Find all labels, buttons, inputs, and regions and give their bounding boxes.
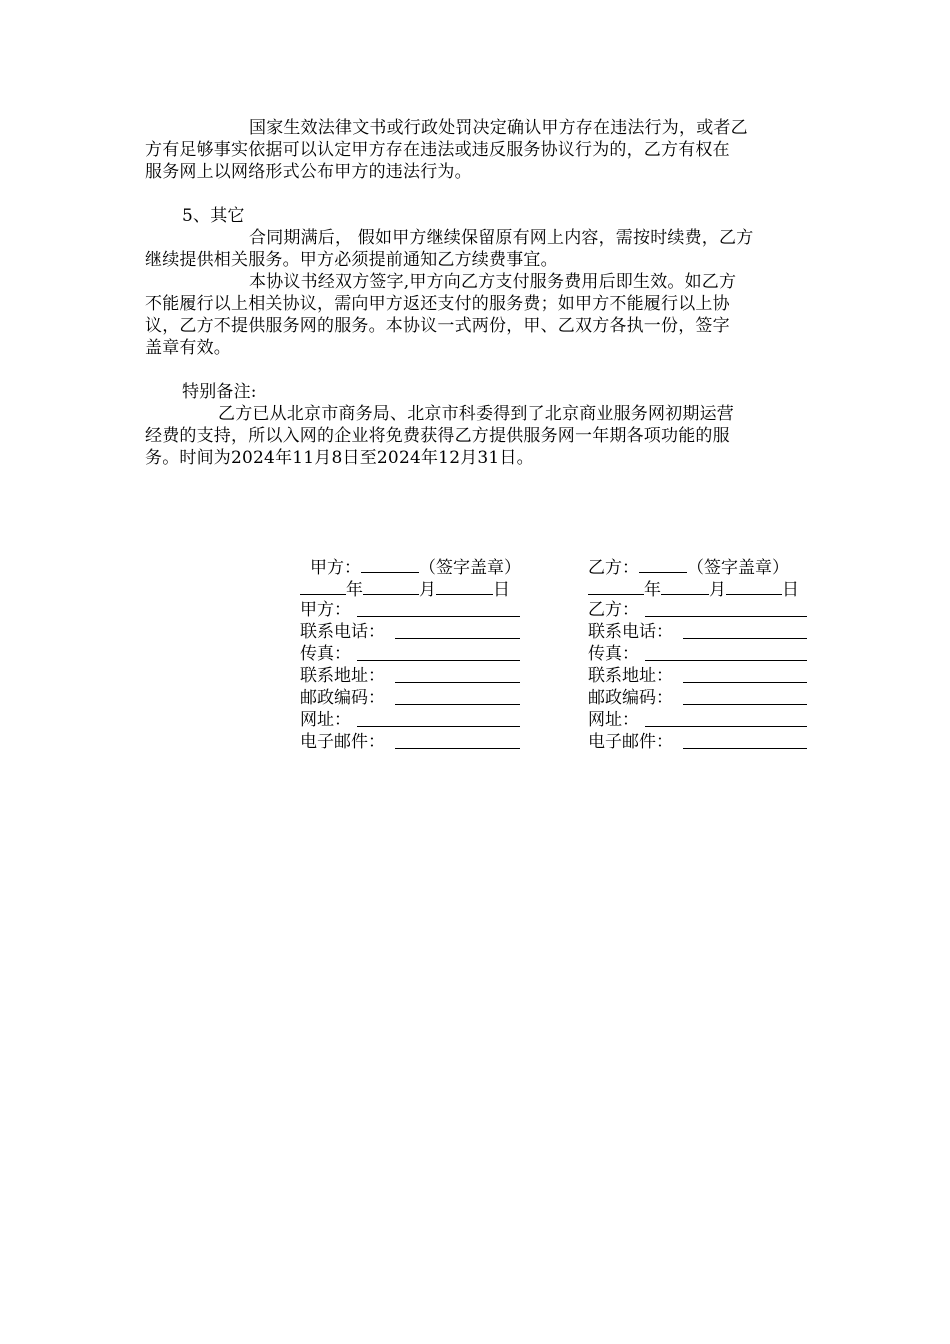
field-label: 网址： xyxy=(300,710,351,730)
party-a-date-line xyxy=(300,577,510,599)
field-blank[interactable] xyxy=(395,687,520,705)
party-a-postcode-field xyxy=(300,687,520,709)
party-a-sign-label: 甲方： xyxy=(310,558,361,578)
party-b-month-blank[interactable] xyxy=(661,577,709,595)
party-b-email-field xyxy=(588,731,807,753)
party-b-sign-blank[interactable] xyxy=(639,555,687,573)
party-b-name-field xyxy=(588,599,807,621)
field-label: 联系电话： xyxy=(300,622,385,642)
party-a-phone-field xyxy=(300,621,520,643)
party-b-website-field xyxy=(588,709,807,731)
party-b-sign-label: 乙方： xyxy=(588,558,639,578)
party-b-address-field xyxy=(588,665,807,687)
paragraph-line: 议，乙方不提供服务网的服务。本协议一式两份，甲、乙双方各执一份，签字 xyxy=(145,316,730,336)
paragraph-line: 乙方已从北京市商务局、北京市科委得到了北京商业服务网初期运营 xyxy=(218,404,734,424)
field-blank[interactable] xyxy=(645,643,807,661)
field-label: 传真： xyxy=(300,644,351,664)
field-blank[interactable] xyxy=(645,599,807,617)
field-blank[interactable] xyxy=(683,621,807,639)
paragraph-line: 继续提供相关服务。甲方必须提前通知乙方续费事宜。 xyxy=(145,250,558,270)
field-label: 邮政编码： xyxy=(300,688,385,708)
party-a-name-field xyxy=(300,599,520,621)
section-heading: 5、其它 xyxy=(182,206,245,226)
party-b-year-blank[interactable] xyxy=(588,577,644,595)
party-a-fax-field xyxy=(300,643,520,665)
party-a-month-label: 月 xyxy=(419,580,436,600)
paragraph-line: 合同期满后， 假如甲方继续保留原有网上内容，需按时续费，乙方 xyxy=(249,228,754,248)
section-heading: 特别备注: xyxy=(182,382,257,402)
field-blank[interactable] xyxy=(357,709,520,727)
field-blank[interactable] xyxy=(395,621,520,639)
field-blank[interactable] xyxy=(645,709,807,727)
party-b-month-label: 月 xyxy=(709,580,726,600)
party-a-website-field xyxy=(300,709,520,731)
party-b-date-line xyxy=(588,577,799,599)
party-a-day-label: 日 xyxy=(493,580,510,600)
field-blank[interactable] xyxy=(683,687,807,705)
field-blank[interactable] xyxy=(395,731,520,749)
field-label: 联系地址： xyxy=(300,666,385,686)
paragraph-line: 国家生效法律文书或行政处罚决定确认甲方存在违法行为，或者乙 xyxy=(249,118,748,138)
paragraph-line: 方有足够事实依据可以认定甲方存在违法或违反服务协议行为的，乙方有权在 xyxy=(145,140,730,160)
party-b-sign-note: （签字盖章） xyxy=(687,558,789,578)
field-label: 传真： xyxy=(588,644,639,664)
field-label: 电子邮件： xyxy=(300,732,385,752)
field-label: 邮政编码： xyxy=(588,688,673,708)
party-b-year-label: 年 xyxy=(644,580,661,600)
field-label: 联系电话： xyxy=(588,622,673,642)
party-b-day-label: 日 xyxy=(782,580,799,600)
party-a-year-label: 年 xyxy=(346,580,363,600)
party-a-address-field xyxy=(300,665,520,687)
paragraph-line: 盖章有效。 xyxy=(145,338,231,358)
party-a-month-blank[interactable] xyxy=(363,577,419,595)
party-a-year-blank[interactable] xyxy=(300,577,346,595)
party-b-phone-field xyxy=(588,621,807,643)
party-b-postcode-field xyxy=(588,687,807,709)
party-b-day-blank[interactable] xyxy=(726,577,782,595)
party-b-fax-field xyxy=(588,643,807,665)
party-a-day-blank[interactable] xyxy=(436,577,493,595)
party-b-sign-line xyxy=(588,555,789,577)
paragraph-line: 服务网上以网络形式公布甲方的违法行为。 xyxy=(145,162,472,182)
field-label: 网址： xyxy=(588,710,639,730)
field-label: 甲方： xyxy=(300,600,351,620)
field-blank[interactable] xyxy=(683,665,807,683)
field-blank[interactable] xyxy=(357,599,520,617)
party-a-email-field xyxy=(300,731,520,753)
field-blank[interactable] xyxy=(357,643,520,661)
party-a-sign-line xyxy=(310,555,521,577)
field-blank[interactable] xyxy=(395,665,520,683)
field-label: 电子邮件： xyxy=(588,732,673,752)
paragraph-line: 不能履行以上相关协议，需向甲方返还支付的服务费；如甲方不能履行以上协 xyxy=(145,294,730,314)
party-a-sign-note: （签字盖章） xyxy=(419,558,521,578)
field-label: 联系地址： xyxy=(588,666,673,686)
party-a-sign-blank[interactable] xyxy=(361,555,419,573)
field-blank[interactable] xyxy=(683,731,807,749)
field-label: 乙方： xyxy=(588,600,639,620)
paragraph-line: 务。时间为2024年11月8日至2024年12月31日。 xyxy=(145,448,534,468)
paragraph-line: 本协议书经双方签字,甲方向乙方支付服务费用后即生效。如乙方 xyxy=(249,272,737,292)
paragraph-line: 经费的支持，所以入网的企业将免费获得乙方提供服务网一年期各项功能的服 xyxy=(145,426,730,446)
